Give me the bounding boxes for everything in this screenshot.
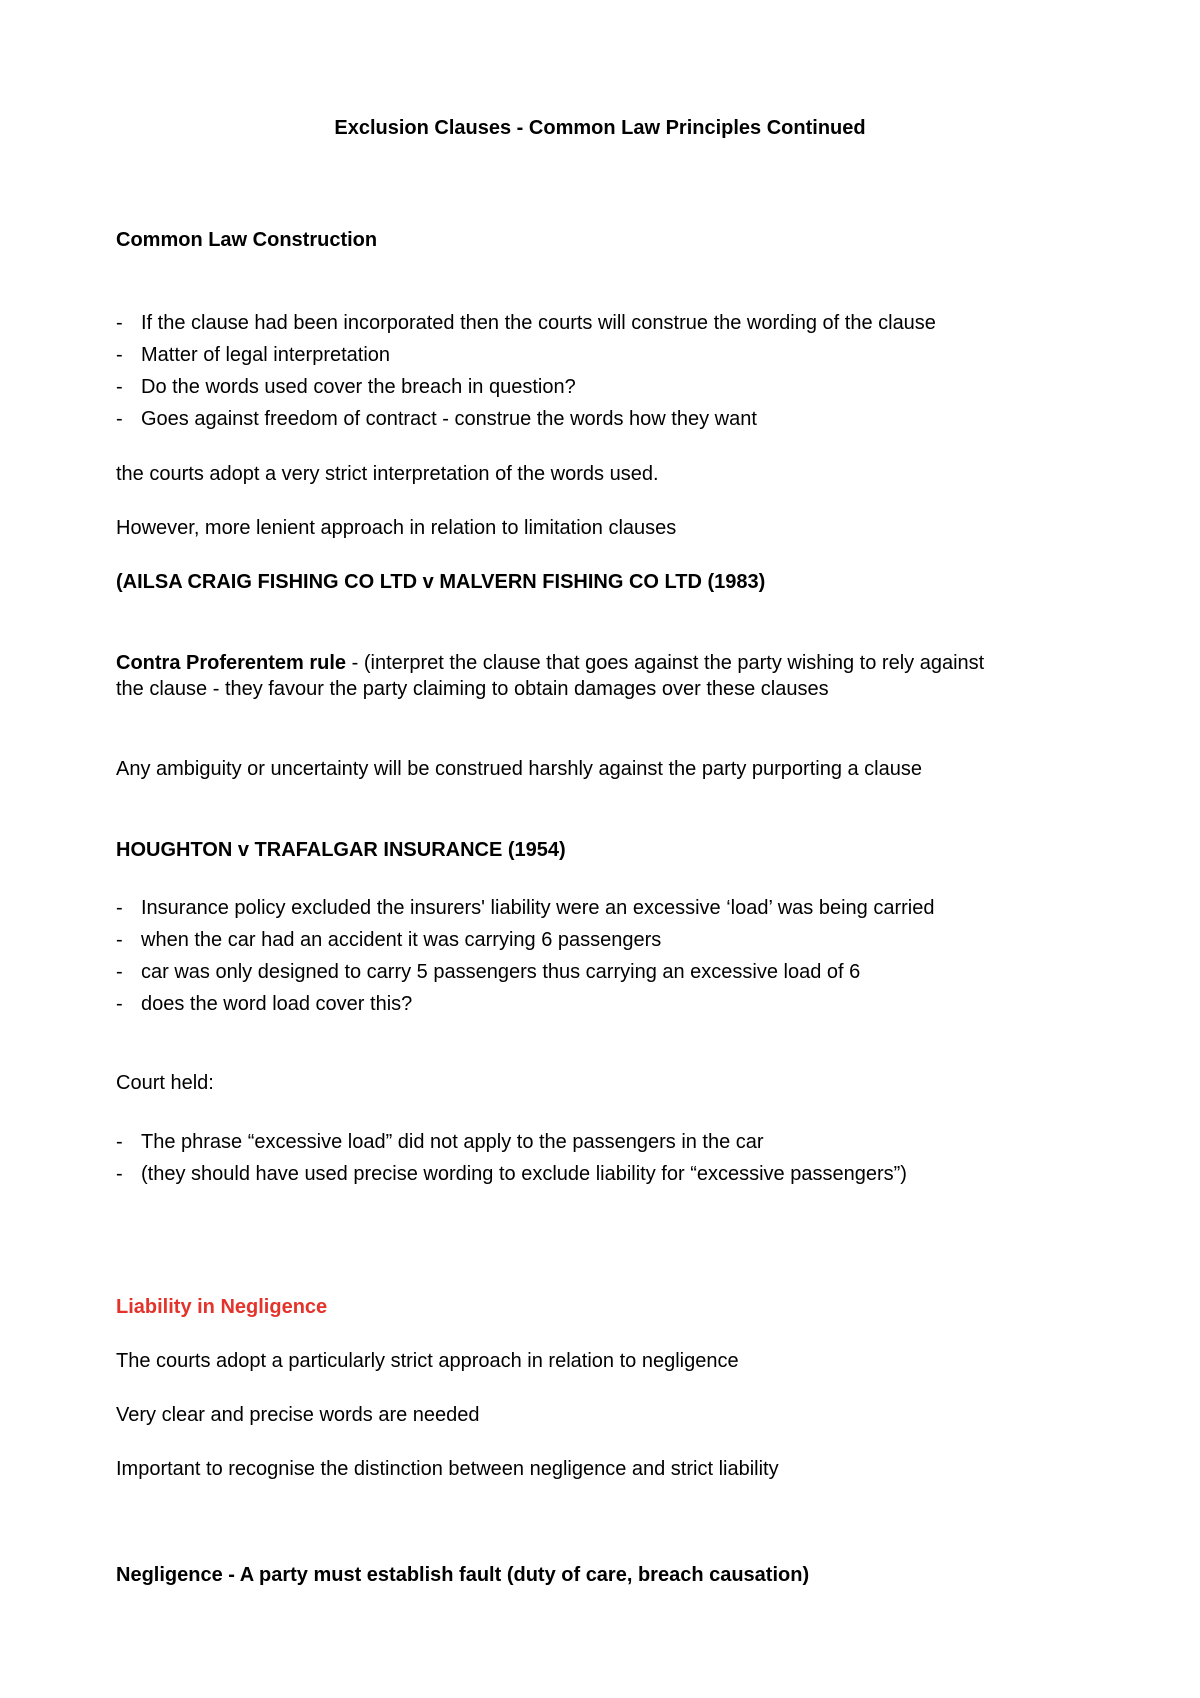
list-item-text: Do the words used cover the breach in question? bbox=[141, 376, 576, 398]
list-item bbox=[116, 407, 757, 431]
paragraph: the courts adopt a very strict interpretation of the words used. bbox=[116, 463, 659, 485]
case-citation-ailsa-craig: (AILSA CRAIG FISHING CO LTD v MALVERN FISHING CO LTD (1983) bbox=[116, 571, 766, 593]
contra-proferentem-term: Contra Proferentem rule bbox=[116, 652, 347, 674]
section-heading-liability-in-negligence: Liability in Negligence bbox=[116, 1296, 328, 1318]
contra-proferentem-paragraph bbox=[116, 651, 984, 675]
bullet-marker: - bbox=[116, 961, 123, 983]
list-item bbox=[116, 311, 936, 335]
list-item-text: If the clause had been incorporated then the courts will construe the wording of the clause bbox=[141, 312, 936, 334]
paragraph: Any ambiguity or uncertainty will be construed harshly against the party purporting a clause bbox=[116, 758, 922, 780]
contra-proferentem-continuation: the clause - they favour the party claiming to obtain damages over these clauses bbox=[116, 678, 829, 700]
list-item bbox=[116, 960, 860, 984]
list-item-text: (they should have used precise wording to exclude liability for “excessive passengers”) bbox=[141, 1163, 907, 1185]
case-heading-houghton: HOUGHTON v TRAFALGAR INSURANCE (1954) bbox=[116, 839, 566, 861]
bullet-marker: - bbox=[116, 993, 123, 1015]
bullet-marker: - bbox=[116, 312, 123, 334]
bullet-marker: - bbox=[116, 1131, 123, 1153]
negligence-fault-heading: Negligence - A party must establish fault (duty of care, breach causation) bbox=[116, 1564, 810, 1586]
court-held-label: Court held: bbox=[116, 1072, 214, 1094]
list-item-text: when the car had an accident it was carrying 6 passengers bbox=[141, 929, 662, 951]
paragraph: Very clear and precise words are needed bbox=[116, 1404, 480, 1426]
document-title: Exclusion Clauses - Common Law Principles Continued bbox=[334, 117, 866, 139]
bullet-marker: - bbox=[116, 376, 123, 398]
list-item bbox=[116, 1162, 907, 1186]
paragraph: However, more lenient approach in relation to limitation clauses bbox=[116, 517, 677, 539]
list-item-text: does the word load cover this? bbox=[141, 993, 413, 1015]
list-item-text: car was only designed to carry 5 passengers thus carrying an excessive load of 6 bbox=[141, 961, 861, 983]
contra-proferentem-definition: - (interpret the clause that goes against the party wishing to rely against bbox=[346, 652, 985, 674]
list-item-text: Insurance policy excluded the insurers' liability were an excessive ‘load’ was being carried bbox=[141, 897, 935, 919]
list-item bbox=[116, 343, 390, 367]
list-item bbox=[116, 1130, 764, 1154]
bullet-marker: - bbox=[116, 408, 123, 430]
paragraph: Important to recognise the distinction between negligence and strict liability bbox=[116, 1458, 779, 1480]
bullet-marker: - bbox=[116, 344, 123, 366]
bullet-marker: - bbox=[116, 929, 123, 951]
list-item bbox=[116, 375, 576, 399]
list-item bbox=[116, 928, 661, 952]
paragraph: The courts adopt a particularly strict approach in relation to negligence bbox=[116, 1350, 739, 1372]
list-item-text: The phrase “excessive load” did not apply to the passengers in the car bbox=[141, 1131, 764, 1153]
bullet-marker: - bbox=[116, 897, 123, 919]
list-item-text: Matter of legal interpretation bbox=[141, 344, 391, 366]
list-item bbox=[116, 896, 934, 920]
list-item bbox=[116, 992, 412, 1016]
list-item-text: Goes against freedom of contract - construe the words how they want bbox=[141, 408, 757, 430]
section-heading-common-law-construction: Common Law Construction bbox=[116, 229, 378, 251]
bullet-marker: - bbox=[116, 1163, 123, 1185]
